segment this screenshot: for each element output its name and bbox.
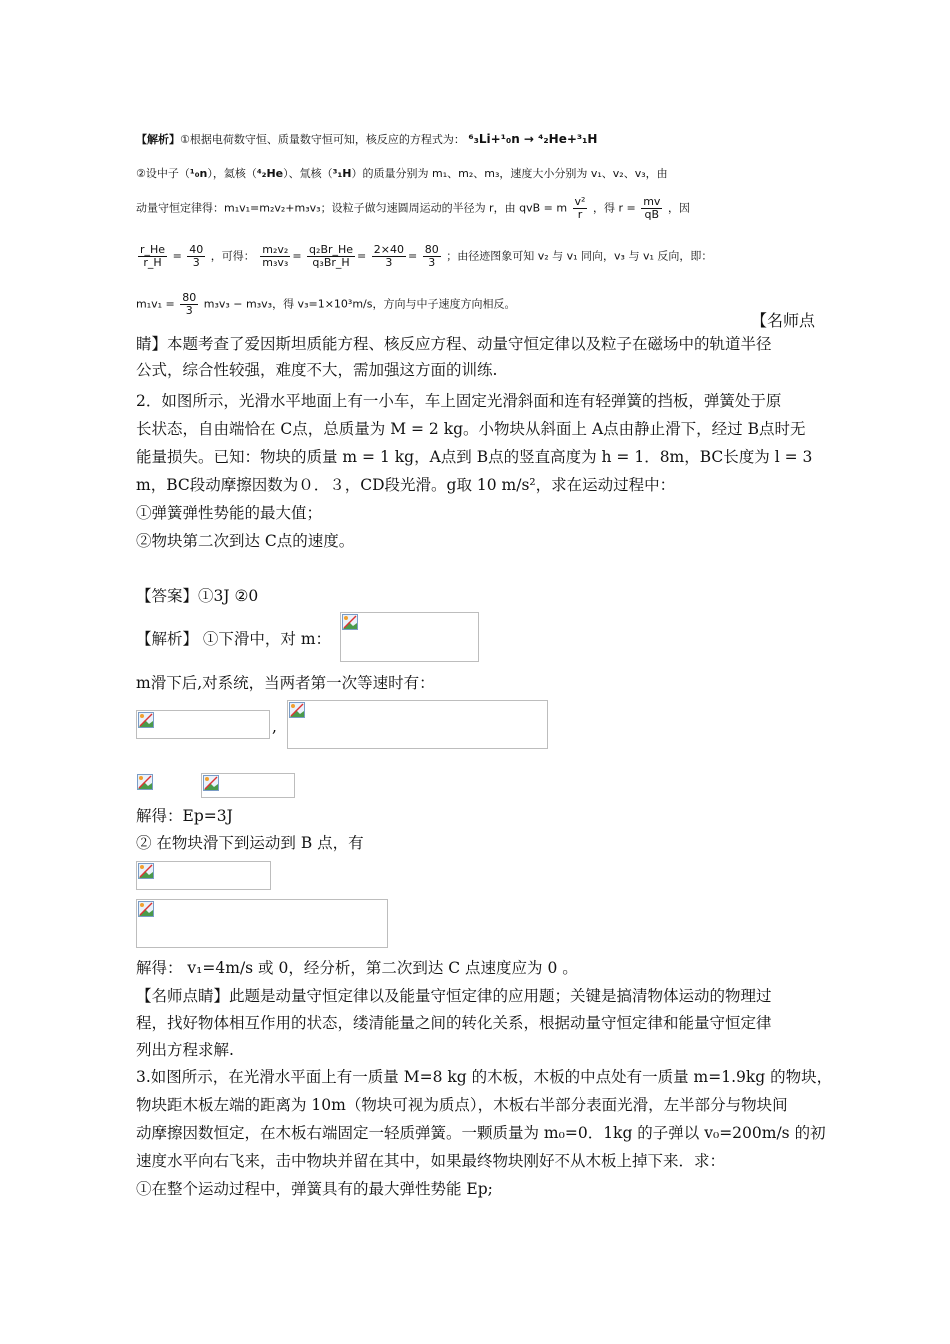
analysis1-line3: 动量守恒定律得：m₁v₁=m₂v₂+m₃v₃；设粒子做匀速圆周运动的半径为 r，由 qvB = m $\frac{\text{v²}}{r}$ ，得 r = $\frac{mv}{qB}$ ，因 <box>136 195 690 221</box>
equation-image-placeholder <box>136 773 156 793</box>
problem2-question2: ②物块第二次到达 C点的速度。 <box>136 532 355 550</box>
problem3-line2: 物块距木板左端的距离为 10m（物块可视为质点），木板右半部分表面光滑，左半部分与物块间 <box>136 1096 788 1114</box>
comma: , <box>272 718 277 736</box>
answer2-part2: ② 在物块滑下到运动到 B 点，有 <box>136 834 364 852</box>
fraction: $\frac{\text{m₂v₂}}{\text{m₃v₃}}$ <box>262 243 289 269</box>
broken-image-icon <box>137 774 153 790</box>
answer2-solve2: 解得： v₁=4m/s 或 0，经分析，第二次到达 C 点速度应为 0 。 <box>136 959 578 977</box>
answer2-answer: 【答案】①3J ②0 <box>136 587 259 605</box>
fraction: $\frac{2\times 40}{3}$ <box>373 243 404 269</box>
comment2-line1: 【名师点睛】此题是动量守恒定律以及能量守恒定律的应用题；关键是搞清物体运动的物理过 <box>136 987 772 1005</box>
fraction: $\frac{80}{3}$ <box>424 243 439 269</box>
problem3-question1: ①在整个运动过程中，弹簧具有的最大弹性势能 Ep; <box>136 1180 493 1198</box>
comment2-line2: 程，找好物体相互作用的状态，缕清能量之间的转化关系，根据动量守恒定律和能量守恒定律 <box>136 1014 772 1032</box>
analysis1-line4: $\frac{r\_He}{r\_H}$ = $\frac{40}{3}$ ，可得： $\frac{\text{m₂v₂}}{\text{m₃v₃}}$ = $\frac{\text{q₂Br\_He}}{\text{q₃Br\_H}}$ = $\frac{2\times 40}{3}$ = $\frac{80}{3}$ ；由径迹图象可知 v₂ 与 v₁ 同向，v₃ 与 v₁ 反向，即： <box>140 243 713 269</box>
equation-image-placeholder <box>287 700 548 749</box>
comment2-line3: 列出方程求解. <box>136 1041 234 1059</box>
problem3-line3: 动摩擦因数恒定，在木板右端固定一轻质弹簧。一颗质量为 m₀=0．1kg 的子弹以 v₀=200m/s 的初 <box>136 1124 826 1142</box>
broken-image-icon <box>138 712 154 728</box>
answer2-analysis-intro: 【解析】 ①下滑中，对 m： <box>136 630 332 648</box>
nuclear-equation: ⁶₃Li+¹₀n → ⁴₂He+³₁H <box>468 132 598 146</box>
equation-image-placeholder <box>201 773 295 798</box>
broken-image-icon <box>289 702 305 718</box>
problem3-line1: 3.如图所示，在光滑水平面上有一质量 M=8 kg 的木板，木板的中点处有一质量 m=1.9kg 的物块， <box>136 1068 833 1086</box>
equation-image-placeholder <box>136 861 271 890</box>
broken-image-icon <box>138 901 154 917</box>
problem2-line4: m，BC段动摩擦因数为０．３，CD段光滑。g取 10 m/s²，求在运动过程中： <box>136 476 676 494</box>
analysis-tag: 【解析】 <box>136 133 180 146</box>
fraction: $\frac{r\_He}{r\_H}$ <box>140 243 166 269</box>
answer2-solve1: 解得：Ep=3J <box>136 807 233 825</box>
broken-image-icon <box>138 863 154 879</box>
problem2-line1: 2．如图所示，光滑水平地面上有一小车，车上固定光滑斜面和连有轻弹簧的挡板，弹簧处于原 <box>136 392 782 410</box>
fraction: $\frac{80}{3}$ <box>182 291 197 317</box>
equation-image-placeholder <box>340 612 479 662</box>
broken-image-icon <box>203 775 219 791</box>
problem2-line2: 长状态，自由端恰在 C点，总质量为 M = 2 kg。小物块从斜面上 A点由静止滑下，经过 B点时无 <box>136 420 806 438</box>
problem2-line3: 能量损失。已知：物块的质量 m = 1 kg，A点到 B点的竖直高度为 h = 1．8m，BC长度为 l = 3 <box>136 448 813 466</box>
comment1-line2: 公式，综合性较强，难度不大，需加强这方面的训练. <box>136 361 498 379</box>
answer2-after-slide: m滑下后,对系统，当两者第一次等速时有： <box>136 674 435 692</box>
comment1-line1: 睛】本题考查了爱因斯坦质能方程、核反应方程、动量守恒定律以及粒子在磁场中的轨道半径 <box>136 335 772 353</box>
problem3-line4: 速度水平向右飞来，击中物块并留在其中，如果最终物块刚好不从木板上掉下来．求： <box>136 1152 726 1170</box>
comment-tag-start: 【名师点 <box>751 311 816 330</box>
equation-image-placeholder <box>136 899 388 948</box>
fraction: $\frac{40}{3}$ <box>189 243 204 269</box>
problem2-question1: ①弹簧弹性势能的最大值； <box>136 504 323 522</box>
analysis1-line2: ②设中子（¹₀n），氦核（⁴₂He）、氚核（³₁H）的质量分别为 m₁、m₂、m₃，速度大小分别为 v₁、v₂、v₃，由 <box>136 167 668 180</box>
fraction: $\frac{\text{v²}}{r}$ <box>574 195 586 221</box>
equation-image-placeholder <box>136 710 270 739</box>
analysis1-line5: m₁v₁ = $\frac{80}{3}$ m₃v₃ − m₃v₃，得 v₃=1×10³m/s，方向与中子速度方向相反。 <box>136 291 516 317</box>
fraction: $\frac{\text{q₂Br\_He}}{\text{q₃Br\_H}}$ <box>309 243 354 269</box>
analysis1-line1: 【解析】①根据电荷数守恒、质量数守恒可知，核反应的方程式为： ⁶₃Li+¹₀n → ⁴₂He+³₁H <box>136 132 598 146</box>
broken-image-icon <box>342 614 358 630</box>
fraction: $\frac{mv}{qB}$ <box>643 195 661 221</box>
